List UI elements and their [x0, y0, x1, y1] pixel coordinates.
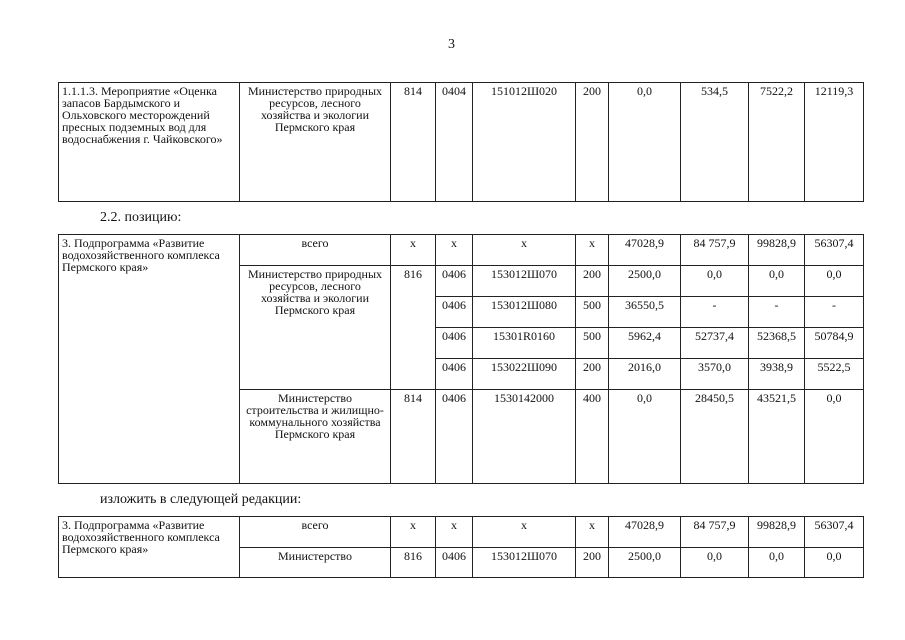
value-cell: 50784,9 [805, 328, 864, 359]
value-cell: 0,0 [609, 83, 681, 202]
value-cell: 28450,5 [681, 390, 749, 484]
page-number: 3 [448, 37, 455, 52]
csr-cell: 153012Ш080 [473, 297, 576, 328]
value-cell: 0,0 [749, 548, 805, 578]
value-cell: 2016,0 [609, 359, 681, 390]
value-cell: 2500,0 [609, 548, 681, 578]
program-cell: 1.1.1.3. Мероприятие «Оценка запасов Бардымского и Ольховского месторождений пресных подземных вод для водоснабжения г. Чайковского» [59, 83, 240, 202]
csr-cell: x [473, 235, 576, 266]
value-cell: 47028,9 [609, 235, 681, 266]
vr-cell: 200 [576, 359, 609, 390]
value-cell: 99828,9 [749, 235, 805, 266]
value-cell: 534,5 [681, 83, 749, 202]
vr-cell: 200 [576, 83, 609, 202]
csr-cell: 1530142000 [473, 390, 576, 484]
rzpr-cell: 0406 [436, 328, 473, 359]
value-cell: 3938,9 [749, 359, 805, 390]
program-cell: 3. Подпрограмма «Развитие водохозяйственного комплекса Пермского края» [59, 235, 240, 484]
value-cell: 7522,2 [749, 83, 805, 202]
rzpr-cell: 0406 [436, 297, 473, 328]
vr-cell: x [576, 517, 609, 548]
csr-cell: 153022Ш090 [473, 359, 576, 390]
rzpr-cell: 0406 [436, 548, 473, 578]
value-cell: 0,0 [805, 266, 864, 297]
total-label-cell: всего [240, 517, 391, 548]
value-cell: 0,0 [749, 266, 805, 297]
edit-label: изложить в следующей редакции: [100, 492, 302, 507]
value-cell: 0,0 [681, 548, 749, 578]
value-cell: 0,0 [805, 390, 864, 484]
value-cell: - [681, 297, 749, 328]
grbs-cell: 814 [391, 83, 436, 202]
rzpr-cell: 0404 [436, 83, 473, 202]
table-measure [58, 82, 864, 202]
csr-cell: 153012Ш070 [473, 548, 576, 578]
vr-cell: 500 [576, 297, 609, 328]
total-label-cell: всего [240, 235, 391, 266]
value-cell: 5522,5 [805, 359, 864, 390]
value-cell: 52737,4 [681, 328, 749, 359]
grbs-cell: x [391, 517, 436, 548]
table-new-position [58, 516, 864, 578]
rzpr-cell: 0406 [436, 266, 473, 297]
grbs-cell: 814 [391, 390, 436, 484]
table-row [59, 517, 864, 548]
csr-cell: 151012Ш020 [473, 83, 576, 202]
program-cell: 3. Подпрограмма «Развитие водохозяйственного комплекса Пермского края» [59, 517, 240, 578]
value-cell: 84 757,9 [681, 517, 749, 548]
value-cell: 0,0 [681, 266, 749, 297]
value-cell: 3570,0 [681, 359, 749, 390]
value-cell: 47028,9 [609, 517, 681, 548]
section-label: 2.2. позицию: [100, 210, 182, 225]
grbs-cell: 816 [391, 548, 436, 578]
vr-cell: 400 [576, 390, 609, 484]
value-cell: 2500,0 [609, 266, 681, 297]
grbs-cell: x [391, 235, 436, 266]
csr-cell: x [473, 517, 576, 548]
table-old-position [58, 234, 864, 484]
rzpr-cell: x [436, 517, 473, 548]
value-cell: 84 757,9 [681, 235, 749, 266]
ministry-cell: Министерство [240, 548, 391, 578]
value-cell: 12119,3 [805, 83, 864, 202]
value-cell: 56307,4 [805, 517, 864, 548]
value-cell: 5962,4 [609, 328, 681, 359]
value-cell: - [749, 297, 805, 328]
value-cell: 43521,5 [749, 390, 805, 484]
rzpr-cell: 0406 [436, 359, 473, 390]
value-cell: 0,0 [805, 548, 864, 578]
vr-cell: 500 [576, 328, 609, 359]
ministry-cell: Министерство природных ресурсов, лесного хозяйства и экологии Пермского края [240, 83, 391, 202]
vr-cell: x [576, 235, 609, 266]
value-cell: 36550,5 [609, 297, 681, 328]
vr-cell: 200 [576, 266, 609, 297]
csr-cell: 153012Ш070 [473, 266, 576, 297]
value-cell: 56307,4 [805, 235, 864, 266]
table-row [59, 83, 864, 202]
value-cell: 52368,5 [749, 328, 805, 359]
ministry-cell: Министерство строительства и жилищно-коммунального хозяйства Пермского края [240, 390, 391, 484]
grbs-cell: 816 [391, 266, 436, 390]
csr-cell: 15301R0160 [473, 328, 576, 359]
table-row [59, 235, 864, 266]
rzpr-cell: x [436, 235, 473, 266]
value-cell: 99828,9 [749, 517, 805, 548]
ministry-cell: Министерство природных ресурсов, лесного хозяйства и экологии Пермского края [240, 266, 391, 390]
rzpr-cell: 0406 [436, 390, 473, 484]
value-cell: - [805, 297, 864, 328]
value-cell: 0,0 [609, 390, 681, 484]
vr-cell: 200 [576, 548, 609, 578]
